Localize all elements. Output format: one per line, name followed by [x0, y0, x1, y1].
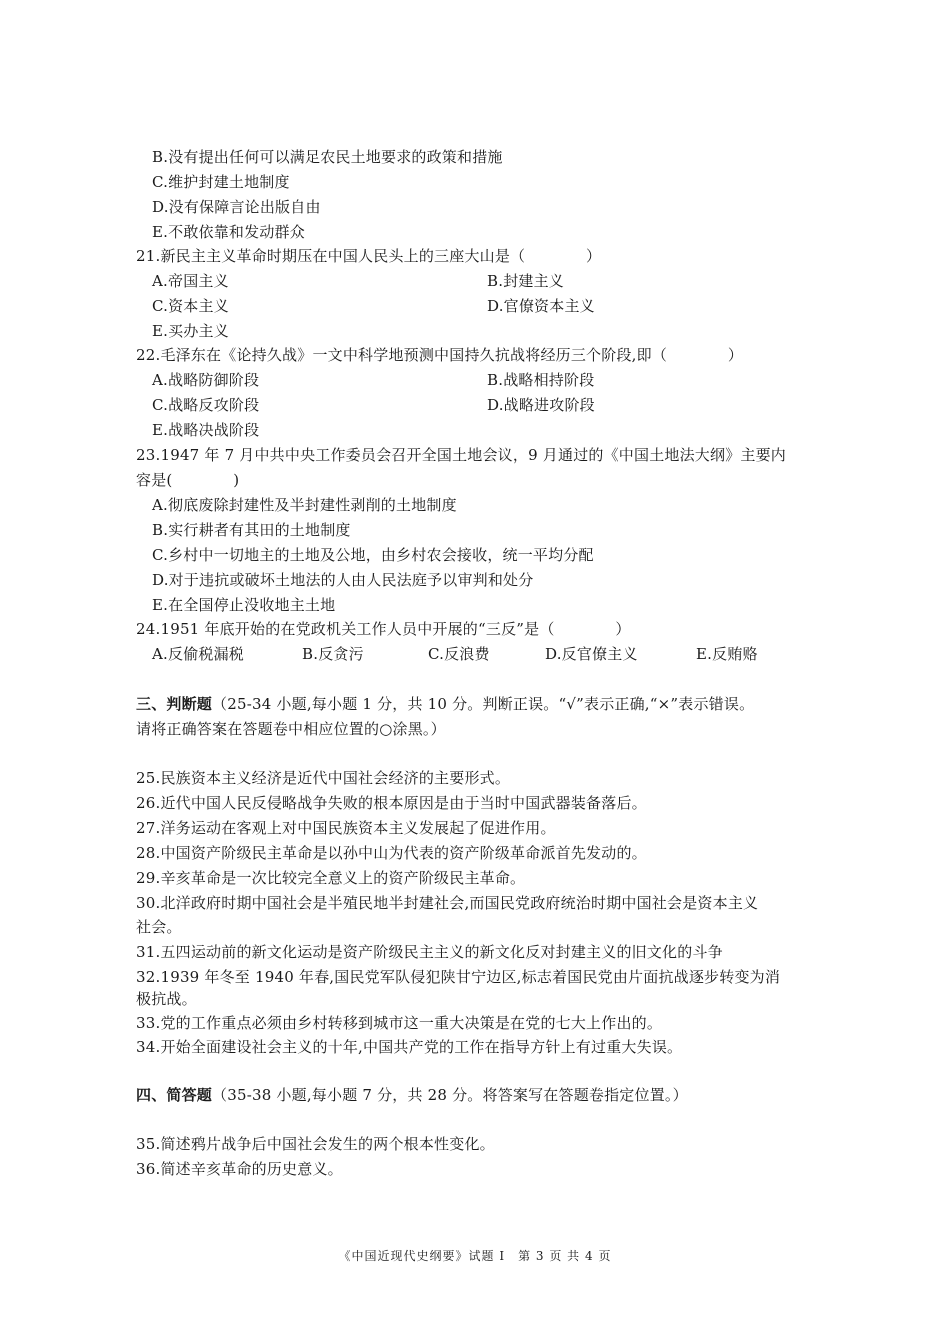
tf-item: 34.开始全面建设社会主义的十年,中国共产党的工作在指导方针上有过重大失误。: [136, 1038, 683, 1056]
q23-option-e: E.在全国停止没收地主土地: [152, 596, 336, 614]
q23-stem-line2: 容是( ): [136, 471, 240, 489]
q24-option-c: C.反浪费: [428, 645, 490, 663]
q22-option-a: A.战略防御阶段: [152, 371, 260, 389]
q24-stem: 24.1951 年底开始的在党政机关工作人员中开展的“三反”是（ ）: [136, 620, 631, 638]
section3-title: 三、判断题: [136, 695, 213, 713]
tf-item: 25.民族资本主义经济是近代中国社会经济的主要形式。: [136, 769, 511, 787]
short-answer-item: 35.简述鸦片战争后中国社会发生的两个根本性变化。: [136, 1135, 495, 1153]
tf-item: 28.中国资产阶级民主革命是以孙中山为代表的资产阶级革命派首先发动的。: [136, 844, 647, 862]
q22-stem: 22.毛泽东在《论持久战》一文中科学地预测中国持久抗战将经历三个阶段,即（ ）: [136, 346, 744, 364]
tf-item: 32.1939 年冬至 1940 年春,国民党军队侵犯陕甘宁边区,标志着国民党由片面抗战逐步转变为消: [136, 968, 781, 986]
tf-item: 27.洋务运动在客观上对中国民族资本主义发展起了促进作用。: [136, 819, 556, 837]
q21-option-c: C.资本主义: [152, 297, 229, 315]
tf-item: 30.北洋政府时期中国社会是半殖民地半封建社会,而国民党政府统治时期中国社会是资本主义: [136, 894, 759, 912]
section3-header: [136, 694, 754, 714]
tf-item: 29.辛亥革命是一次比较完全意义上的资产阶级民主革命。: [136, 869, 526, 887]
section4-instructions: （35-38 小题,每小题 7 分，共 28 分。将答案写在答题卷指定位置。）: [212, 1086, 688, 1104]
q24-option-e: E.反贿赂: [696, 645, 758, 663]
q23-option-b: B.实行耕者有其田的土地制度: [152, 521, 351, 539]
q20-option-d: D.没有保障言论出版自由: [152, 198, 321, 216]
q20-option-c: C.维护封建土地制度: [152, 173, 290, 191]
q24-option-b: B.反贪污: [302, 645, 364, 663]
tf-item: 33.党的工作重点必须由乡村转移到城市这一重大决策是在党的七大上作出的。: [136, 1014, 663, 1032]
q21-option-b: B.封建主义: [487, 272, 564, 290]
q21-stem: 21.新民主主义革命时期压在中国人民头上的三座大山是（ ）: [136, 247, 602, 265]
q23-option-d: D.对于违抗或破坏土地法的人由人民法庭予以审判和处分: [152, 571, 534, 589]
short-answer-item: 36.简述辛亥革命的历史意义。: [136, 1160, 343, 1178]
q23-option-c: C.乡村中一切地主的土地及公地，由乡村农会接收，统一平均分配: [152, 546, 594, 564]
q21-option-e: E.买办主义: [152, 322, 229, 340]
tf-item-continuation: 社会。: [136, 918, 182, 936]
q22-option-b: B.战略相持阶段: [487, 371, 595, 389]
tf-item-continuation: 极抗战。: [136, 990, 197, 1008]
q21-option-a: A.帝国主义: [152, 272, 229, 290]
q22-option-e: E.战略决战阶段: [152, 421, 260, 439]
q20-option-b: B.没有提出任何可以满足农民土地要求的政策和措施: [152, 148, 503, 166]
q21-option-d: D.官僚资本主义: [487, 297, 595, 315]
section4-header: [136, 1085, 688, 1105]
q22-option-c: C.战略反攻阶段: [152, 396, 260, 414]
q24-option-d: D.反官僚主义: [545, 645, 638, 663]
q20-option-e: E.不敢依靠和发动群众: [152, 223, 305, 241]
tf-item: 31.五四运动前的新文化运动是资产阶级民主主义的新文化反对封建主义的旧文化的斗争: [136, 943, 723, 961]
section4-title: 四、简答题: [136, 1086, 213, 1104]
page-footer: 《中国近现代史纲要》试题 I 第 3 页 共 4 页: [338, 1249, 612, 1263]
q23-stem-line1: 23.1947 年 7 月中共中央工作委员会召开全国土地会议，9 月通过的《中国土地法大纲》主要内: [136, 446, 786, 464]
q23-option-a: A.彻底废除封建性及半封建性剥削的土地制度: [152, 496, 457, 514]
q22-option-d: D.战略进攻阶段: [487, 396, 595, 414]
section3-instructions-line1: （25-34 小题,每小题 1 分，共 10 分。判断正误。“√”表示正确,“×”表示错误。: [212, 695, 755, 713]
tf-item: 26.近代中国人民反侵略战争失败的根本原因是由于当时中国武器装备落后。: [136, 794, 647, 812]
q24-option-a: A.反偷税漏税: [152, 645, 245, 663]
section3-instructions-line2: 请将正确答案在答题卷中相应位置的○涂黑。）: [136, 720, 446, 738]
